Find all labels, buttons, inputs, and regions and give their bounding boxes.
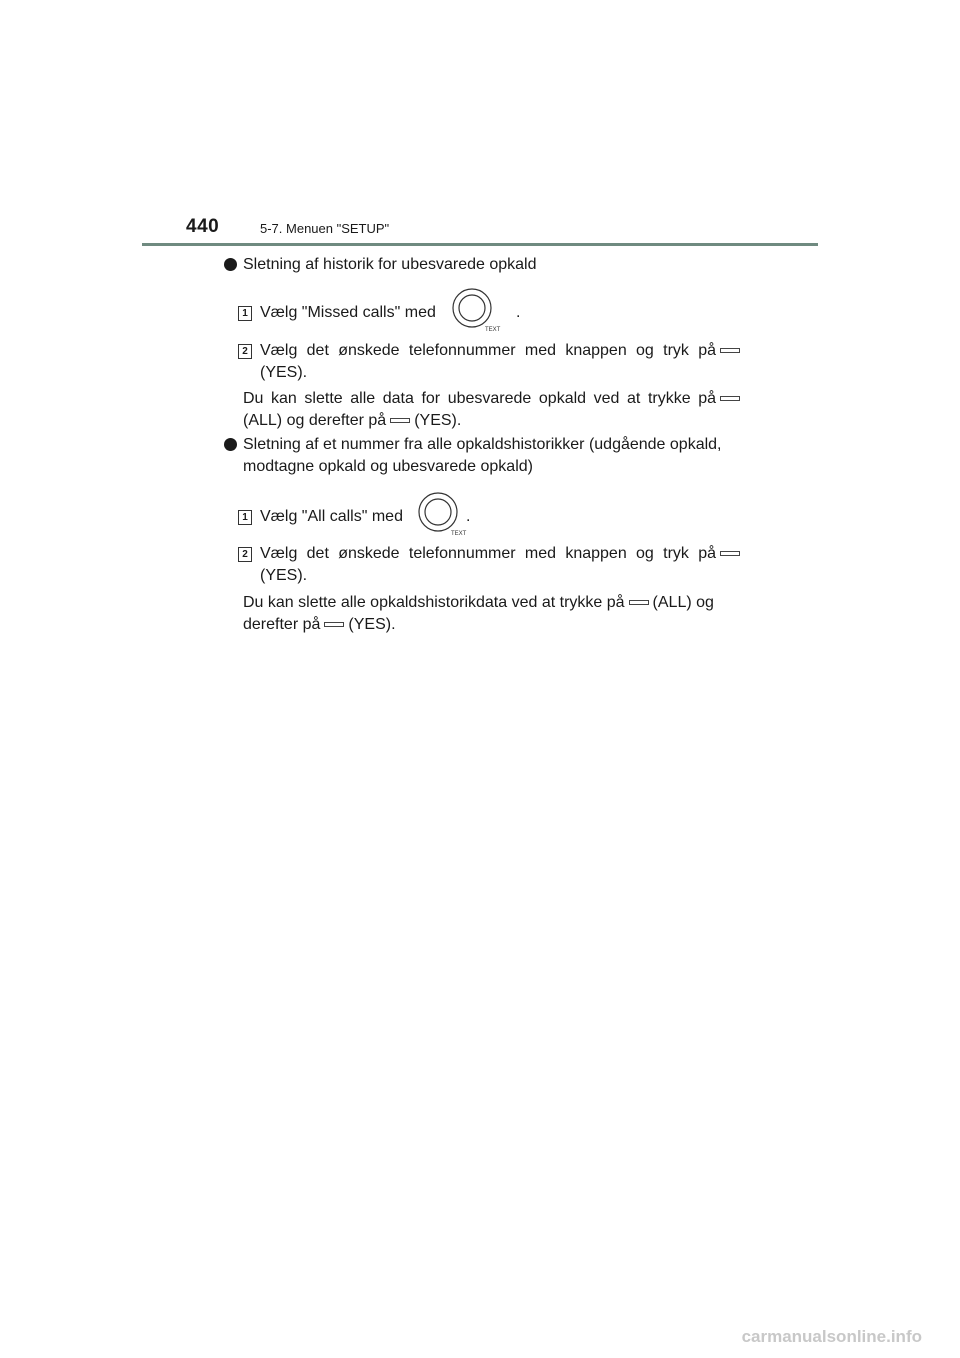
section-header: 5-7. Menuen "SETUP" [260, 221, 390, 236]
button-icon [720, 348, 740, 353]
bullet-icon [224, 258, 237, 271]
tune-knob-icon [452, 288, 501, 333]
section2-note-line1: Du kan slette alle opkaldshistorikdata ved at trykke på (ALL) og [243, 594, 714, 611]
tune-knob-icon [418, 492, 467, 537]
step-number-box: 2 [238, 344, 252, 359]
step-number-box: 2 [238, 547, 252, 562]
step-number-box: 1 [238, 510, 252, 525]
period: . [516, 304, 521, 321]
header-rule [142, 243, 818, 246]
button-icon [720, 551, 740, 556]
section1-step1-text: Vælg "Missed calls" med [260, 304, 436, 321]
section1-step2-line1: Vælg det ønskede telefonnummer med knappen og tryk på [260, 340, 744, 362]
period: . [466, 508, 471, 525]
section2-step2-line1: Vælg det ønskede telefonnummer med knappen og tryk på [260, 543, 744, 565]
section2-note-line2: derefter på (YES). [243, 616, 396, 633]
section1-note-line1: Du kan slette alle data for ubesvarede opkald ved at trykke på [243, 388, 744, 410]
button-icon [720, 396, 740, 401]
button-icon [629, 600, 649, 605]
page-number: 440 [186, 216, 220, 237]
button-icon [324, 622, 344, 627]
bullet-icon [224, 438, 237, 451]
section2-title-line2: modtagne opkald og ubesvarede opkald) [243, 458, 533, 475]
watermark: carmanualsonline.info [741, 1327, 922, 1346]
button-icon [390, 418, 410, 423]
section1-step2-line2: (YES). [260, 364, 308, 381]
section1-note-line2: (ALL) og derefter på (YES). [243, 412, 462, 429]
section2-step1-text: Vælg "All calls" med [260, 508, 403, 525]
section2-step2-line2: (YES). [260, 567, 308, 584]
svg-text:TEXT: TEXT [485, 327, 501, 333]
svg-text:TEXT: TEXT [451, 531, 467, 537]
step-number-box: 1 [238, 306, 252, 321]
